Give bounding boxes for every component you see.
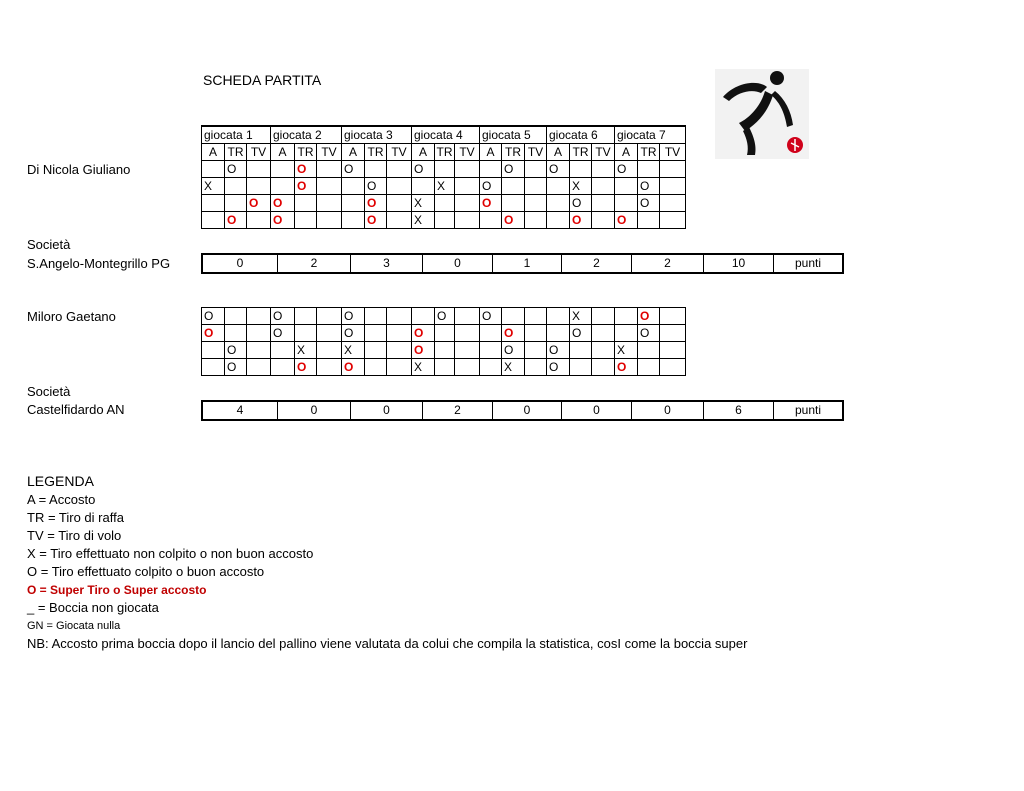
shot-cell [435, 325, 455, 342]
shot-cell [455, 308, 480, 325]
shot-cell: X [412, 195, 435, 212]
subcol-header: TV [455, 144, 480, 161]
subcol-header: A [202, 144, 225, 161]
shot-cell [225, 308, 247, 325]
player-1-name: Di Nicola Giuliano [27, 162, 131, 177]
player-1-score-grid [201, 125, 686, 229]
player-1-societa-label: Società [27, 237, 71, 252]
shot-cell [342, 195, 365, 212]
legend-item: TV = Tiro di volo [27, 528, 122, 543]
shot-cell [387, 212, 412, 229]
shot-cell [317, 178, 342, 195]
shot-cell [247, 342, 271, 359]
shot-cell [660, 161, 686, 178]
legend-item: O = Tiro effettuato colpito o buon accosto [27, 564, 265, 579]
shot-cell [455, 178, 480, 195]
subcol-header: TR [365, 144, 387, 161]
shot-cell [502, 195, 525, 212]
shot-cell [547, 195, 570, 212]
shot-cell: X [615, 342, 638, 359]
subcol-header: TV [525, 144, 547, 161]
shot-cell: X [295, 342, 317, 359]
subcol-header: A [480, 144, 502, 161]
shot-cell [295, 325, 317, 342]
shot-cell [660, 359, 686, 376]
shot-cell: O [342, 161, 365, 178]
shot-cell [435, 359, 455, 376]
player-2-score-grid [201, 307, 686, 376]
super-mark: O [414, 343, 424, 357]
legend-note: NB: Accosto prima boccia dopo il lancio del pallino viene valutata da colui che compila la statistica, cosI come la boccia super [27, 636, 748, 651]
shot-cell [202, 161, 225, 178]
super-mark: O [367, 213, 377, 227]
shot-cell [271, 178, 295, 195]
giocata-score: 0 [632, 401, 704, 420]
shot-cell [525, 161, 547, 178]
super-mark: O [617, 360, 627, 374]
super-mark: O [297, 162, 307, 176]
legend-item-super: O = Super Tiro o Super accosto [27, 583, 207, 597]
shot-cell [570, 161, 592, 178]
giocata-score: 2 [278, 254, 351, 273]
giocata-header: giocata 7 [615, 126, 686, 144]
shot-cell [455, 195, 480, 212]
shot-cell [295, 195, 317, 212]
shot-cell [660, 195, 686, 212]
subcol-header: A [412, 144, 435, 161]
shot-cell: X [202, 178, 225, 195]
shot-cell [638, 342, 660, 359]
shot-cell [387, 342, 412, 359]
shot-cell: O [202, 308, 225, 325]
shot-cell [225, 325, 247, 342]
super-shot-cell [365, 212, 387, 229]
shot-cell [435, 161, 455, 178]
subcol-header: TR [436, 145, 453, 159]
shot-cell [317, 308, 342, 325]
player-1-totals [201, 253, 844, 274]
legend-item: X = Tiro effettuato non colpito o non buon accosto [27, 546, 314, 561]
subcol-header: TR [225, 144, 247, 161]
super-mark: O [297, 360, 307, 374]
super-mark: O [227, 213, 237, 227]
shot-cell [660, 308, 686, 325]
shot-cell: X [435, 178, 455, 195]
page-title: SCHEDA PARTITA [203, 72, 322, 88]
shot-cell [525, 325, 547, 342]
shot-cell: O [615, 161, 638, 178]
super-shot-cell [295, 359, 317, 376]
shot-cell: O [342, 308, 365, 325]
shot-cell [592, 212, 615, 229]
shot-cell [480, 325, 502, 342]
giocata-score: 2 [632, 254, 704, 273]
super-shot-cell [615, 212, 638, 229]
shot-cell: X [570, 308, 592, 325]
shot-cell [480, 342, 502, 359]
super-shot-cell [271, 195, 295, 212]
subcol-header: A [615, 144, 638, 161]
subcol-header: TR [638, 144, 660, 161]
total-score: 6 [704, 401, 774, 420]
shot-cell [547, 308, 570, 325]
super-shot-cell [271, 212, 295, 229]
super-mark: O [504, 326, 514, 340]
subcol-header: TV [247, 144, 271, 161]
shot-cell [592, 161, 615, 178]
shot-cell: O [638, 178, 660, 195]
shot-cell: O [547, 359, 570, 376]
shot-cell [387, 178, 412, 195]
subcol-header: TV [592, 144, 615, 161]
shot-cell [592, 308, 615, 325]
super-mark: O [640, 309, 650, 323]
super-mark: O [572, 213, 582, 227]
shot-cell [317, 359, 342, 376]
shot-cell [247, 161, 271, 178]
super-mark: O [204, 326, 214, 340]
legend-title: LEGENDA [27, 473, 94, 489]
shot-cell [455, 325, 480, 342]
shot-cell: X [412, 212, 435, 229]
shot-cell [480, 359, 502, 376]
shot-cell [202, 342, 225, 359]
super-mark: O [273, 196, 283, 210]
shot-cell [317, 342, 342, 359]
shot-cell: O [502, 342, 525, 359]
super-shot-cell [202, 325, 225, 342]
shot-cell: O [502, 161, 525, 178]
subcol-header: TR [570, 144, 592, 161]
giocata-score: 0 [278, 401, 351, 420]
shot-cell [271, 359, 295, 376]
legend-item: A = Accosto [27, 492, 96, 507]
shot-cell: O [570, 325, 592, 342]
shot-cell [547, 325, 570, 342]
giocata-header: giocata 1 [202, 126, 271, 144]
subcol-header: TR [295, 144, 317, 161]
shot-cell: X [502, 359, 525, 376]
shot-cell [638, 359, 660, 376]
shot-cell: O [480, 308, 502, 325]
shot-cell [480, 161, 502, 178]
shot-cell [525, 195, 547, 212]
giocata-header: giocata 2 [271, 126, 342, 144]
player-2-societa: Castelfidardo AN [27, 402, 125, 417]
super-shot-cell [247, 195, 271, 212]
shot-cell [525, 342, 547, 359]
shot-cell: O [638, 195, 660, 212]
super-shot-cell [570, 212, 592, 229]
shot-cell [317, 161, 342, 178]
subcol-header: TR [502, 144, 525, 161]
super-mark: O [414, 326, 424, 340]
shot-cell: O [435, 308, 455, 325]
subcol-header: TV [660, 144, 686, 161]
shot-cell [660, 342, 686, 359]
shot-cell [365, 342, 387, 359]
shot-cell [615, 178, 638, 195]
subcol-header: A [342, 144, 365, 161]
shot-cell [615, 195, 638, 212]
shot-cell [525, 212, 547, 229]
giocata-header: giocata 4 [412, 126, 480, 144]
shot-cell [615, 308, 638, 325]
shot-cell [271, 161, 295, 178]
shot-cell [638, 161, 660, 178]
shot-cell [317, 325, 342, 342]
shot-cell [387, 359, 412, 376]
super-mark: O [249, 196, 259, 210]
shot-cell [365, 161, 387, 178]
points-label: punti [774, 254, 844, 273]
shot-cell: O [271, 325, 295, 342]
super-shot-cell [295, 161, 317, 178]
giocata-score: 0 [202, 254, 278, 273]
legend-item: GN = Giocata nulla [27, 620, 121, 632]
super-shot-cell [480, 195, 502, 212]
shot-cell: O [225, 359, 247, 376]
super-shot-cell [502, 212, 525, 229]
shot-cell [365, 359, 387, 376]
shot-cell: O [412, 161, 435, 178]
shot-cell [387, 308, 412, 325]
shot-cell: O [342, 325, 365, 342]
giocata-score: 0 [423, 254, 493, 273]
shot-cell [570, 342, 592, 359]
shot-cell [317, 195, 342, 212]
legend [27, 472, 747, 653]
shot-cell [365, 308, 387, 325]
super-shot-cell [412, 342, 435, 359]
super-shot-cell [615, 359, 638, 376]
shot-cell [435, 195, 455, 212]
points-label: punti [774, 401, 844, 420]
shot-cell [412, 308, 435, 325]
shot-cell [570, 359, 592, 376]
shot-cell [387, 325, 412, 342]
shot-cell: X [342, 342, 365, 359]
shot-cell [435, 212, 455, 229]
subcol-header: A [271, 144, 295, 161]
shot-cell: O [225, 342, 247, 359]
shot-cell [502, 308, 525, 325]
super-shot-cell [412, 325, 435, 342]
shot-cell [547, 178, 570, 195]
player-2-societa-label: Società [27, 384, 71, 399]
shot-cell [342, 212, 365, 229]
shot-cell [547, 212, 570, 229]
shot-cell [342, 178, 365, 195]
shot-cell [202, 212, 225, 229]
shot-cell [365, 325, 387, 342]
shot-cell [247, 178, 271, 195]
shot-cell [455, 161, 480, 178]
giocata-score: 2 [562, 254, 632, 273]
shot-cell [271, 342, 295, 359]
shot-cell [435, 342, 455, 359]
shot-cell: O [365, 178, 387, 195]
super-shot-cell [502, 325, 525, 342]
shot-cell [615, 325, 638, 342]
super-mark: O [344, 360, 354, 374]
shot-cell [592, 195, 615, 212]
player-1-societa: S.Angelo-Montegrillo PG [27, 256, 171, 271]
giocata-header: giocata 3 [342, 126, 412, 144]
super-mark: O [504, 213, 514, 227]
shot-cell: O [547, 161, 570, 178]
legend-item: _ = Boccia non giocata [27, 600, 159, 615]
shot-cell [525, 359, 547, 376]
subcol-header: TV [317, 144, 342, 161]
shot-cell [387, 161, 412, 178]
super-mark: O [367, 196, 377, 210]
shot-cell [225, 195, 247, 212]
giocata-score: 0 [351, 401, 423, 420]
shot-cell [455, 359, 480, 376]
giocata-score: 0 [562, 401, 632, 420]
shot-cell [592, 325, 615, 342]
shot-cell [295, 308, 317, 325]
shot-cell [660, 212, 686, 229]
super-shot-cell [225, 212, 247, 229]
bocce-player-logo-icon [715, 69, 809, 159]
shot-cell [592, 178, 615, 195]
legend-item: TR = Tiro di raffa [27, 510, 124, 525]
super-shot-cell [295, 178, 317, 195]
shot-cell [247, 308, 271, 325]
shot-cell [525, 308, 547, 325]
player-2-totals [201, 400, 844, 421]
giocata-header: giocata 5 [480, 126, 547, 144]
shot-cell [247, 359, 271, 376]
super-mark: O [273, 213, 283, 227]
subcol-header: A [547, 144, 570, 161]
super-mark: O [617, 213, 627, 227]
shot-cell: O [547, 342, 570, 359]
shot-cell [455, 342, 480, 359]
shot-cell [660, 325, 686, 342]
shot-cell: X [570, 178, 592, 195]
shot-cell [317, 212, 342, 229]
shot-cell [455, 212, 480, 229]
giocata-score: 3 [351, 254, 423, 273]
shot-cell [638, 212, 660, 229]
shot-cell: O [480, 178, 502, 195]
shot-cell: O [271, 308, 295, 325]
super-shot-cell [638, 308, 660, 325]
shot-cell [202, 359, 225, 376]
shot-cell [295, 212, 317, 229]
player-2-name: Miloro Gaetano [27, 309, 116, 324]
shot-cell [525, 178, 547, 195]
subcol-header: TV [387, 144, 412, 161]
giocata-header: giocata 6 [547, 126, 615, 144]
shot-cell: O [638, 325, 660, 342]
shot-cell [225, 178, 247, 195]
super-mark: O [482, 196, 492, 210]
shot-cell [502, 178, 525, 195]
giocata-score: 1 [493, 254, 562, 273]
super-mark: O [297, 179, 307, 193]
shot-cell [412, 178, 435, 195]
shot-cell [480, 212, 502, 229]
total-score: 10 [704, 254, 774, 273]
shot-cell: O [570, 195, 592, 212]
shot-cell: O [225, 161, 247, 178]
super-shot-cell [365, 195, 387, 212]
shot-cell [660, 178, 686, 195]
super-shot-cell [342, 359, 365, 376]
shot-cell: X [412, 359, 435, 376]
shot-cell [202, 195, 225, 212]
shot-cell [247, 325, 271, 342]
giocata-score: 2 [423, 401, 493, 420]
shot-cell [592, 342, 615, 359]
shot-cell [247, 212, 271, 229]
giocata-score: 0 [493, 401, 562, 420]
shot-cell [592, 359, 615, 376]
shot-cell [387, 195, 412, 212]
giocata-score: 4 [202, 401, 278, 420]
